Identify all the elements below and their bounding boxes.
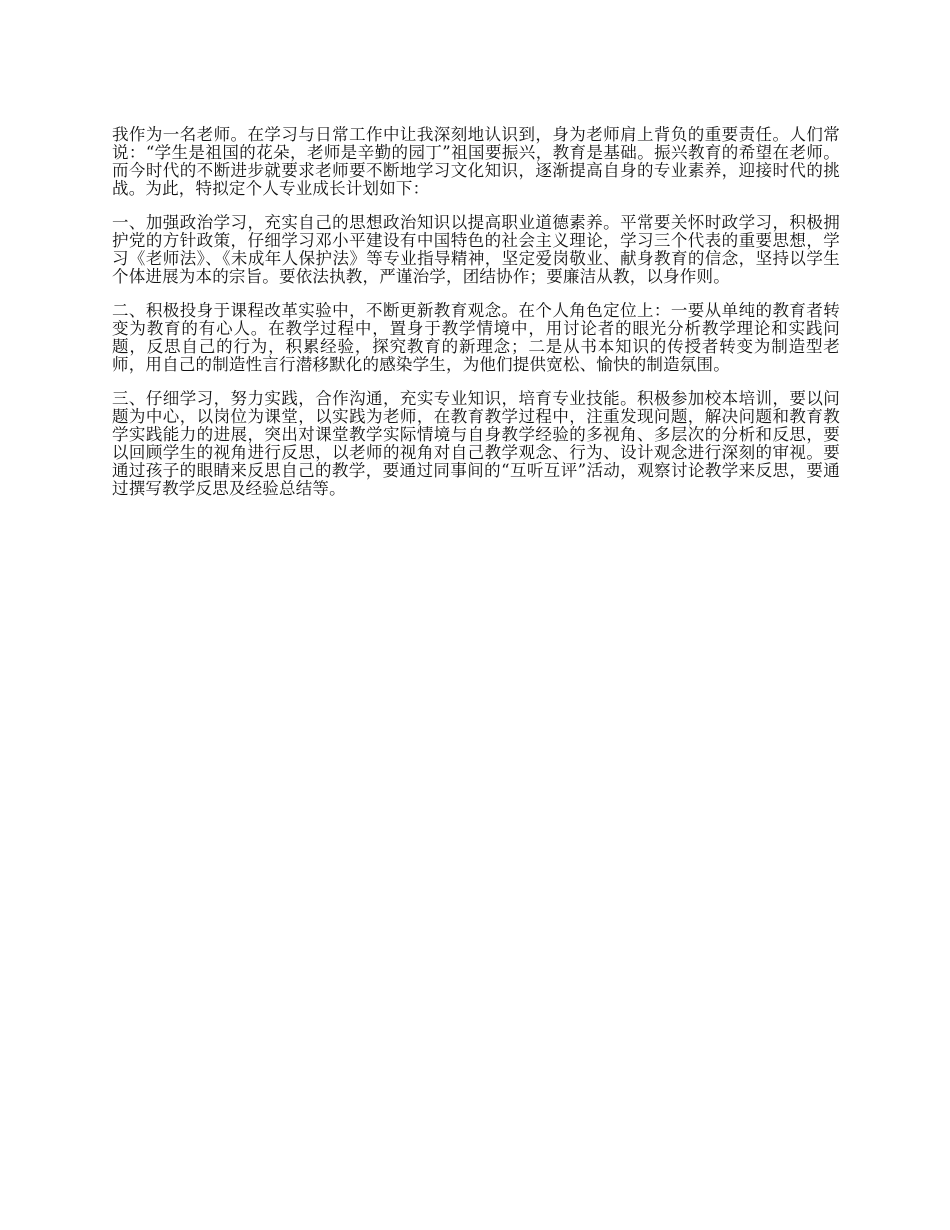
paragraph-intro: 我作为一名老师。在学习与日常工作中让我深刻地认识到，身为老师肩上背负的重要责任。人们常说：“学生是祖国的花朵，老师是辛勤的园丁”祖国要振兴，教育是基础。振兴教育的希望在老师。而今时代的不断进步就要求老师要不断地学习文化知识，逐渐提高自身的专业素养，迎接时代的挑战。为此，特拟定个人专业成长计划如下： [112,125,840,198]
document-body [112,126,840,514]
paragraph-curriculum-reform: 二、积极投身于课程改革实验中，不断更新教育观念。在个人角色定位上：一要从单纯的教育者转变为教育的有心人。在教学过程中，置身于教学情境中，用讨论者的眼光分析教学理论和实践问题，反思自己的行为，积累经验，探究教育的新理念；二是从书本知识的传授者转变为制造型老师，用自己的制造性言行潜移默化的感染学生，为他们提供宽松、愉快的制造氛围。 [112,301,840,374]
paragraph-political-study: 一、加强政治学习，充实自己的思想政治知识以提高职业道德素养。平常要关怀时政学习，积极拥护党的方针政策，仔细学习邓小平建设有中国特色的社会主义理论，学习三个代表的重要思想，学习《老师法》、《未成年人保护法》等专业指导精神，坚定爱岗敬业、献身教育的信念，坚持以学生个体进展为本的宗旨。要依法执教，严谨治学，团结协作；要廉洁从教，以身作则。 [112,213,840,286]
paragraph-professional-skills: 三、仔细学习，努力实践，合作沟通，充实专业知识，培育专业技能。积极参加校本培训，要以问题为中心，以岗位为课堂，以实践为老师，在教育教学过程中，注重发现问题，解决问题和教育教学实践能力的进展，突出对课堂教学实际情境与自身教学经验的多视角、多层次的分析和反思，要以回顾学生的视角进行反思，以老师的视角对自己教学观念、行为、设计观念进行深刻的审视。要通过孩子的眼睛来反思自己的教学，要通过同事间的“互听互评”活动，观察讨论教学来反思，要通过撰写教学反思及经验总结等。 [112,389,840,498]
